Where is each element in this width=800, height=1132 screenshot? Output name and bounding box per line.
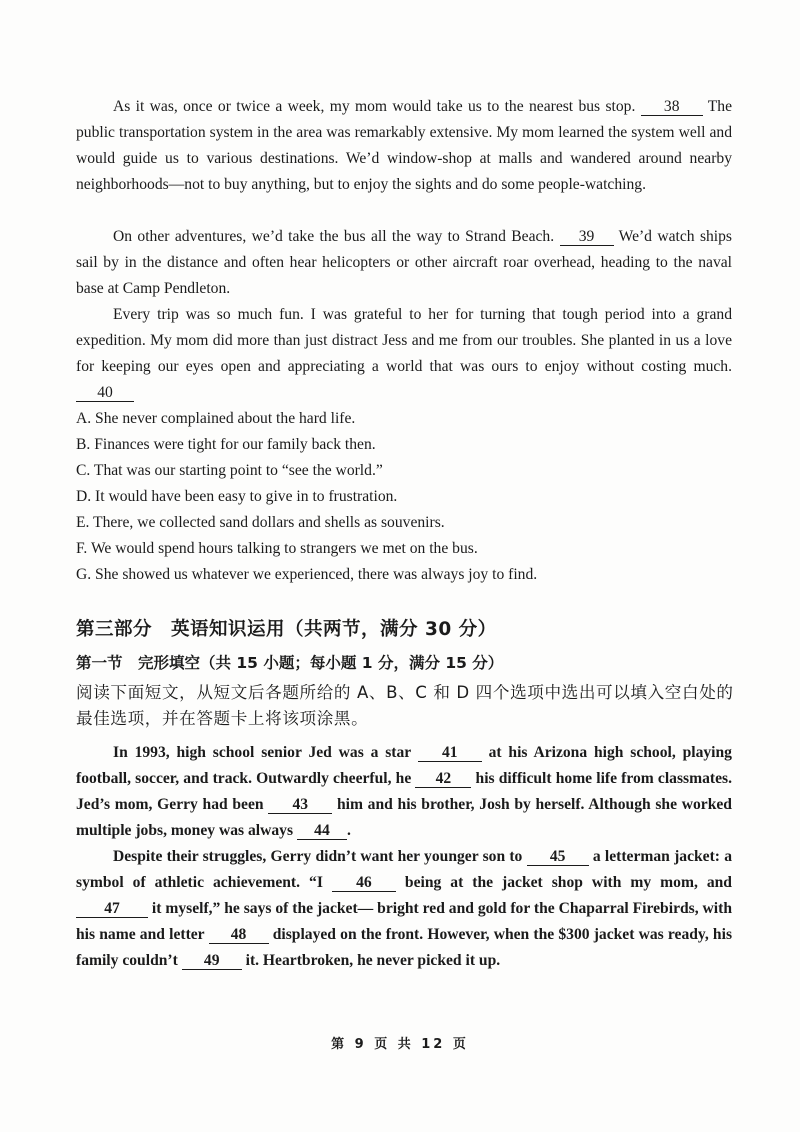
options-list xyxy=(76,406,732,588)
paragraph-text: In 1993, high school senior Jed was a star xyxy=(113,744,411,761)
paragraph-text: at his Arizona high school, playing football, soccer, and track. Outwardly cheerful, he xyxy=(76,744,732,787)
answer-blank-49: 49 xyxy=(182,953,242,970)
paragraph-text: . xyxy=(346,822,351,839)
answer-blank-39: 39 xyxy=(560,229,614,246)
paragraph-text: it. Heartbroken, he never picked it up. xyxy=(245,952,501,969)
option-d: D. It would have been easy to give in to frustration. xyxy=(76,488,398,505)
answer-blank-46: 46 xyxy=(332,875,396,892)
paragraph-text: him and his brother, Josh by herself. Although she worked multiple jobs, money was always xyxy=(76,796,732,839)
paragraph-text: On other adventures, we’d take the bus all the way to Strand Beach. xyxy=(113,228,555,245)
answer-blank-45: 45 xyxy=(527,849,589,866)
answer-blank-42: 42 xyxy=(415,771,471,788)
paragraph-text: We’d watch ships sail by in the distance and often hear helicopters or other aircraft roar overhead, heading to the naval base at Camp Pendleton. xyxy=(76,228,733,297)
paragraph-text: displayed on the front. However, when the $300 jacket was ready, his family couldn’t xyxy=(76,926,733,969)
answer-blank-47: 47 xyxy=(76,901,148,918)
option-g: G. She showed us whatever we experienced, there was always joy to find. xyxy=(76,566,538,583)
paragraph-text: his difficult home life from classmates. Jed’s mom, Gerry had been xyxy=(76,770,732,813)
option-b: B. Finances were tight for our family back then. xyxy=(76,436,376,453)
reading-paragraph-1 xyxy=(76,94,732,198)
reading-paragraph-2 xyxy=(76,224,732,302)
option-c: C. That was our starting point to “see the world.” xyxy=(76,462,383,479)
paragraph-text: Despite their struggles, Gerry didn’t want her younger son to xyxy=(113,848,523,865)
paragraph-text: Every trip was so much fun. I was grateful to her for turning that tough period into a grand expedition. My mom did more than just distract Jess and me from our troubles. She planted in us a love for keeping our eyes open and appreciating a world that was ours to enjoy without costing much. xyxy=(76,306,732,375)
page-number-footer: 第 9 页 共 12 页 xyxy=(331,1037,469,1052)
paragraph-text: it myself,” he says of the jacket— bright red and gold for the Chaparral Firebirds, with his name and letter xyxy=(76,900,732,943)
part3-heading: 第三部分 英语知识运用（共两节，满分 30 分） xyxy=(76,619,497,640)
reading-paragraph-3 xyxy=(76,302,732,406)
answer-blank-38: 38 xyxy=(641,99,703,116)
paragraph-text: As it was, once or twice a week, my mom would take us to the nearest bus stop. xyxy=(113,98,636,115)
option-e: E. There, we collected sand dollars and shells as souvenirs. xyxy=(76,514,445,531)
paragraph-text: The public transportation system in the area was remarkably extensive. My mom learned the system well and would guide us to various destinations. We’d window-shop at malls and wandered around nearby neighborhoods—not to buy anything, but to enjoy the sights and do some people-watching. xyxy=(76,98,733,193)
answer-blank-43: 43 xyxy=(268,797,332,814)
answer-blank-40: 40 xyxy=(76,385,134,402)
option-a: A. She never complained about the hard life. xyxy=(76,410,356,427)
answer-blank-41: 41 xyxy=(418,745,482,762)
section1-heading: 第一节 完形填空（共 15 小题；每小题 1 分，满分 15 分） xyxy=(76,654,504,672)
option-f: F. We would spend hours talking to strangers we met on the bus. xyxy=(76,540,478,557)
answer-blank-48: 48 xyxy=(209,927,269,944)
instruction-text: 阅读下面短文，从短文后各题所给的 A、B、C 和 D 四个选项中选出可以填入空白处的最佳选项，并在答题卡上将该项涂黑。 xyxy=(76,683,734,728)
cloze-paragraph-2 xyxy=(76,844,732,974)
cloze-paragraph-1 xyxy=(76,740,732,844)
paragraph-text: a letterman jacket: a symbol of athletic achievement. “I xyxy=(76,848,733,891)
paragraph-text: being at the jacket shop with my mom, and xyxy=(404,874,732,891)
answer-blank-44: 44 xyxy=(297,823,347,840)
